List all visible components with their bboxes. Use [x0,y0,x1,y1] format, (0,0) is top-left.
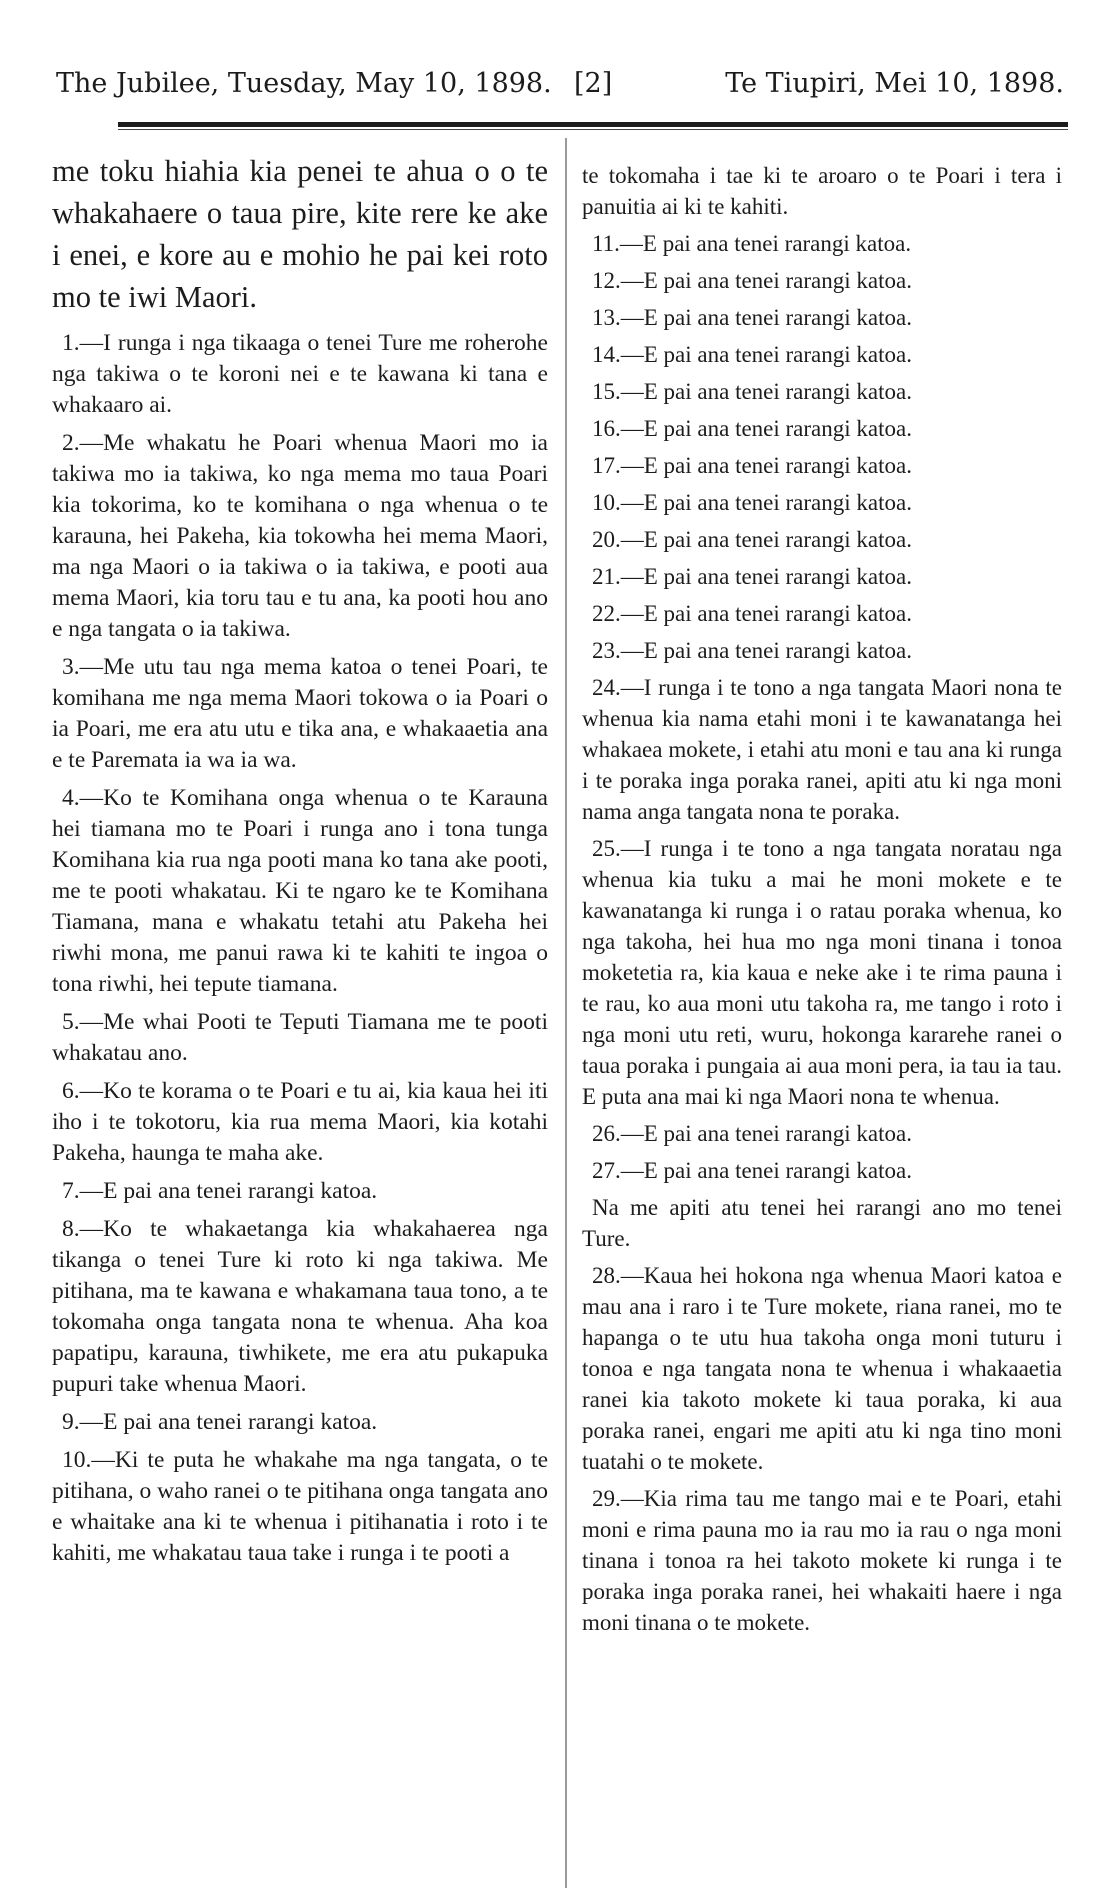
clause-4: 4.—Ko te Komihana onga whenua o te Karauna hei tiamana mo te Poari i runga ano i tona tunga Komihana kia rua nga pooti mana ko tana ake pooti, me te pooti whakatau. Ki te ngaro ke te Komihana Tiamana, mana e whakatu tetahi atu Pakeha hei riwhi mona, me panui rawa ki te kahiti te ingoa o tona riwhi, hei tepute tiamana. [52,785,548,997]
header-rule-thick [118,122,1068,127]
clause-5: 5.—Me whai Pooti te Teputi Tiamana me te pooti whakatau ano. [52,1009,548,1066]
clause-11: 11.—E pai ana tenei rarangi katoa. [592,231,912,256]
clause-8: 8.—Ko te whakaetanga kia whakahaerea nga tikanga o tenei Ture ki roto ki nga takiwa. Me pitihana, ma te kawana e whakamana taua tono, a te tokomaha onga tangata nona te whenua. Aha koa papatipu, karauna, tiwhikete, me era atu pukapuka pupuri take whenua Maori. [52,1216,548,1397]
clause-3: 3.—Me utu tau nga mema katoa o tenei Poari, te komihana me nga mema Maori tokowa o ia Poari o ia Poari, me era atu utu e tika ana, e whakaaetia ana e te Paremata ia wa ia wa. [52,654,548,773]
clause-29: 29.—Kia rima tau me tango mai e te Poari, etahi moni e rima pauna mo ia rau mo ia rau o nga moni tinana i tonoa ra hei takoto mokete ki runga i te poraka inga poraka ranei, hei whakaiti haere i nga moni tinana o te mokete. [582,1486,1062,1635]
header-english-title: The Jubilee, Tuesday, May 10, 1898. [56,68,552,99]
additional-clause-note: Na me apiti atu tenei hei rarangi ano mo tenei Ture. [582,1195,1062,1251]
right-column [582,160,1062,1644]
clause-23: 23.—E pai ana tenei rarangi katoa. [592,638,912,663]
clause-1: 1.—I runga i nga tikaaga o tenei Ture me roherohe nga takiwa o te koroni nei e te kawana ki tana e whakaaro ai. [52,330,548,418]
lead-paragraph: me toku hiahia kia penei te ahua o o te whakahaere o taua pire, kite rere ke ake i enei, e kore au e mohio he pai kei roto mo te iwi Maori. [52,154,548,314]
clause-10: 10.—Ki te puta he whakahe ma nga tangata, o te pitihana, o waho ranei o te pitihana onga tangata ano e whaitake ana ki te whenua i pitihanatia i roto i te kahiti, me whakatau taua take i runga i te pooti a [52,1447,548,1566]
clause-27: 27.—E pai ana tenei rarangi katoa. [592,1158,912,1183]
left-column [52,150,548,1576]
clause-26: 26.—E pai ana tenei rarangi katoa. [592,1121,912,1146]
continuation-paragraph: te tokomaha i tae ki te aroaro o te Poari i tera i panuitia ai ki te kahiti. [582,163,1062,219]
clause-13: 13.—E pai ana tenei rarangi katoa. [592,305,912,330]
header-maori-title: Te Tiupiri, Mei 10, 1898. [725,68,1064,99]
clause-7: 7.—E pai ana tenei rarangi katoa. [62,1178,378,1204]
clause-14: 14.—E pai ana tenei rarangi katoa. [592,342,912,367]
column-divider [565,138,567,1888]
clause-2: 2.—Me whakatu he Poari whenua Maori mo ia takiwa mo ia takiwa, ko nga mema mo taua Poari kia tokorima, ko te komihana o nga whenua o te karauna, hei Pakeha, kia tokowha hei mema Maori, ma nga Maori o ia takiwa o ia takiwa, e pooti aua mema Maori, kia toru tau e tu ana, ka pooti hou ano e nga tangata o ia takiwa. [52,430,548,642]
clause-21: 21.—E pai ana tenei rarangi katoa. [592,564,912,589]
clause-12: 12.—E pai ana tenei rarangi katoa. [592,268,912,293]
page-number: [2] [574,68,613,99]
clause-10b: 10.—E pai ana tenei rarangi katoa. [592,490,912,515]
clause-16: 16.—E pai ana tenei rarangi katoa. [592,416,912,441]
clause-20: 20.—E pai ana tenei rarangi katoa. [592,527,912,552]
clause-22: 22.—E pai ana tenei rarangi katoa. [592,601,912,626]
clause-24: 24.—I runga i te tono a nga tangata Maori nona te whenua kia nama etahi moni i te kawanatanga hei whakaea mokete, i etahi atu moni e tau ana ki runga i te poraka inga poraka ranei, apiti atu ki nga moni nama anga tangata nona te poraka. [582,675,1062,824]
clause-6: 6.—Ko te korama o te Poari e tu ai, kia kaua hei iti iho i te tokotoru, kia rua mema Maori, kia kotahi Pakeha, haunga te maha ake. [52,1078,548,1166]
clause-17: 17.—E pai ana tenei rarangi katoa. [592,453,912,478]
clause-15: 15.—E pai ana tenei rarangi katoa. [592,379,912,404]
header-rule-thin [118,129,1068,130]
page-header [50,62,1064,106]
clause-28: 28.—Kaua hei hokona nga whenua Maori katoa e mau ana i raro i te Ture mokete, riana ranei, mo te hapanga o te utu hua takoha onga moni tuturu i tonoa e nga tangata nona te whenua i whakaaetia ranei kia takoto mokete ki taua poraka, ki aua poraka ranei, engari me apiti atu ki nga tino moni tuatahi o te mokete. [582,1263,1062,1474]
clause-9: 9.—E pai ana tenei rarangi katoa. [62,1409,378,1435]
clause-25: 25.—I runga i te tono a nga tangata noratau nga whenua kia tuku a mai he moni mokete e te kawanatanga ki runga i o ratau poraka whenua, ko nga takoha, hei hua mo nga moni tinana i tonoa moketetia ra, kia kaua e neke ake i te rima pauna i te rau, ko aua moni utu takoha ra, me tango i roto i nga moni utu reti, wuru, hokonga kararehe ranei o taua poraka i pungaia ai aua moni pera, ia tau ia tau. E puta ana mai ki nga Maori nona te whenua. [582,836,1062,1109]
